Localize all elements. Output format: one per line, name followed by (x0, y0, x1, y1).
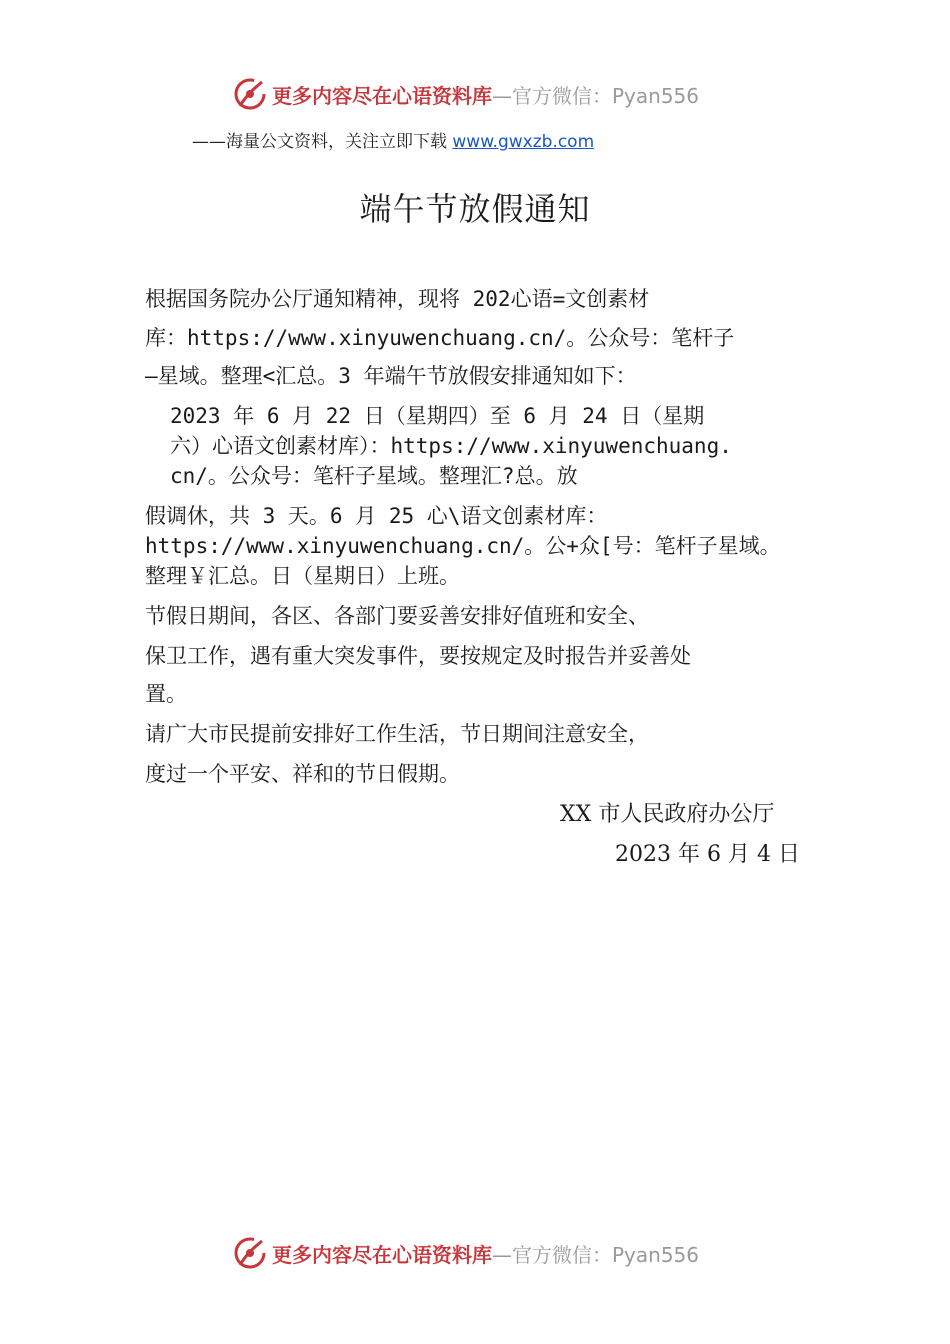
body-line: cn/。公众号：笔杆子星域。整理汇?总。放 (170, 464, 578, 488)
body-line: 2023 年 6 月 22 日（星期四）至 6 月 24 日（星期 (170, 404, 705, 428)
body-line: 根据国务院办公厅通知精神，现将 202心语=文创素材 (145, 287, 650, 311)
body-line: —星域。整理<汇总。3 年端午节放假安排通知如下： (145, 364, 637, 388)
body-line: 整理￥汇总。日（星期日）上班。 (145, 564, 460, 588)
download-note-prefix: ——海量公文资料，关注立即下载 (192, 132, 453, 152)
body-line: 请广大市民提前安排好工作生活，节日期间注意安全， (145, 722, 649, 746)
brush-logo-icon (232, 1235, 268, 1271)
document-date: 2023 年 6 月 4 日 (615, 842, 800, 867)
banner-red-text: 更多内容尽在心语资料库 (272, 83, 492, 108)
banner-wechat-text: —官方微信：Pyan556 (492, 1242, 700, 1267)
body-line: 节假日期间，各区、各部门要妥善安排好值班和安全、 (145, 604, 649, 628)
brush-logo-icon (232, 76, 268, 112)
document-title: 端午节放假通知 (359, 190, 591, 228)
signature: XX 市人民政府办公厅 (560, 802, 775, 827)
download-link[interactable]: www.gwxzb.com (452, 132, 595, 152)
body-line: 保卫工作，遇有重大突发事件，要按规定及时报告并妥善处 (145, 644, 691, 668)
body-line: https://www.xinyuwenchuang.cn/。公+众[号：笔杆子星域。 (145, 534, 781, 558)
body-line: 度过一个平安、祥和的节日假期。 (145, 762, 460, 786)
banner-wechat-text: —官方微信：Pyan556 (492, 83, 700, 108)
header-banner (232, 74, 699, 114)
footer-banner (232, 1233, 699, 1273)
body-line: 库：https://www.xinyuwenchuang.cn/。公众号：笔杆子 (145, 326, 735, 350)
body-line: 六）心语文创素材库）：https://www.xinyuwenchuang. (170, 434, 732, 458)
body-line: 假调休，共 3 天。6 月 25 心\语文创素材库： (145, 504, 608, 528)
banner-red-text: 更多内容尽在心语资料库 (272, 1242, 492, 1267)
body-line: 置。 (145, 682, 187, 706)
download-note (192, 127, 594, 152)
